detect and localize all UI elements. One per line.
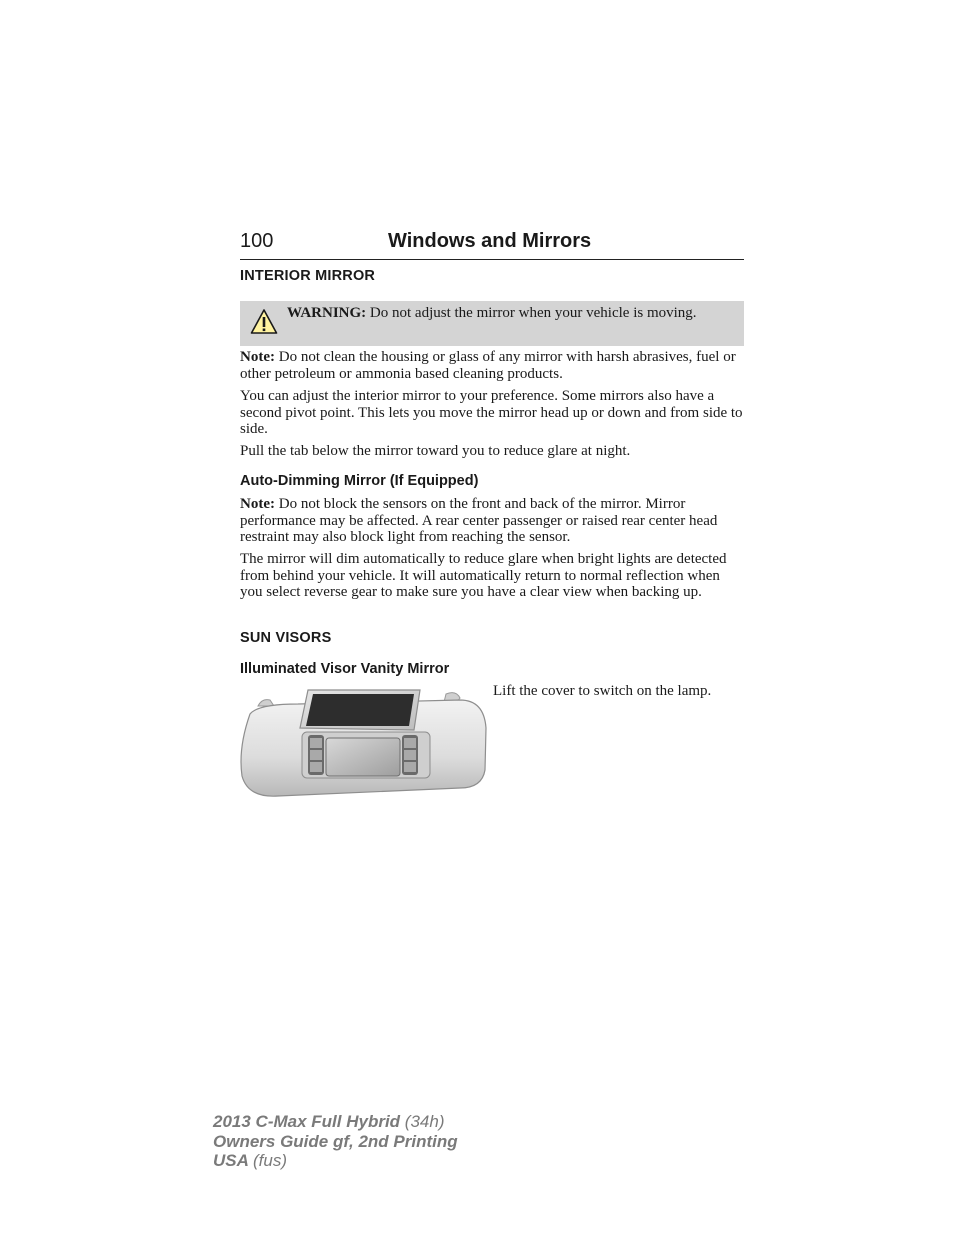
paragraph-adjust-mirror: You can adjust the interior mirror to your preference. Some mirrors also have a second pivot point. This lets you move the mirror head up or down and from side to side. xyxy=(240,388,743,437)
note-sensors xyxy=(240,496,744,546)
footer-line-3 xyxy=(213,1151,458,1171)
page-header xyxy=(240,229,744,260)
visor-caption: Lift the cover to switch on the lamp. xyxy=(493,683,712,699)
footer-model: 2013 C-Max Full Hybrid xyxy=(213,1112,401,1131)
page-number: 100 xyxy=(240,230,274,252)
chapter-title: Windows and Mirrors xyxy=(388,230,592,252)
footer xyxy=(213,1112,458,1171)
note-cleaning xyxy=(240,349,744,382)
footer-line-2: Owners Guide gf, 2nd Printing xyxy=(213,1131,458,1151)
section-heading-interior-mirror: INTERIOR MIRROR xyxy=(240,268,376,284)
subheading-visor-mirror: Illuminated Visor Vanity Mirror xyxy=(240,661,450,677)
note-text: Do not block the sensors on the front and back of the mirror. Mirror performance may be affected. A rear center passenger or raised rear center head restraint may also block light from reaching the sensor. xyxy=(240,496,718,545)
warning-text xyxy=(287,304,727,322)
footer-market: USA xyxy=(213,1151,249,1170)
paragraph-auto-dim: The mirror will dim automatically to reduce glare when bright lights are detected from behind your vehicle. It will automatically return to normal reflection when you select reverse gear to make sure you have a clear view when backing up. xyxy=(240,551,727,600)
section-heading-sun-visors: SUN VISORS xyxy=(240,630,332,646)
warning-label: WARNING: xyxy=(287,305,367,321)
warning-box xyxy=(240,301,744,346)
note-label: Note: xyxy=(240,349,275,365)
subheading-auto-dimming: Auto-Dimming Mirror (If Equipped) xyxy=(240,473,479,489)
note-label: Note: xyxy=(240,496,275,512)
footer-market-code: (fus) xyxy=(253,1151,287,1170)
footer-line-1 xyxy=(213,1112,458,1132)
warning-message: Do not adjust the mirror when your vehicle is moving. xyxy=(369,305,697,321)
visor-vanity-mirror-illustration xyxy=(238,688,488,802)
note-text: Do not clean the housing or glass of any mirror with harsh abrasives, fuel or other petroleum or ammonia based cleaning products. xyxy=(240,349,736,382)
warning-triangle-icon xyxy=(250,308,278,336)
paragraph-reduce-glare: Pull the tab below the mirror toward you to reduce glare at night. xyxy=(240,443,631,459)
footer-model-code: (34h) xyxy=(404,1112,445,1131)
